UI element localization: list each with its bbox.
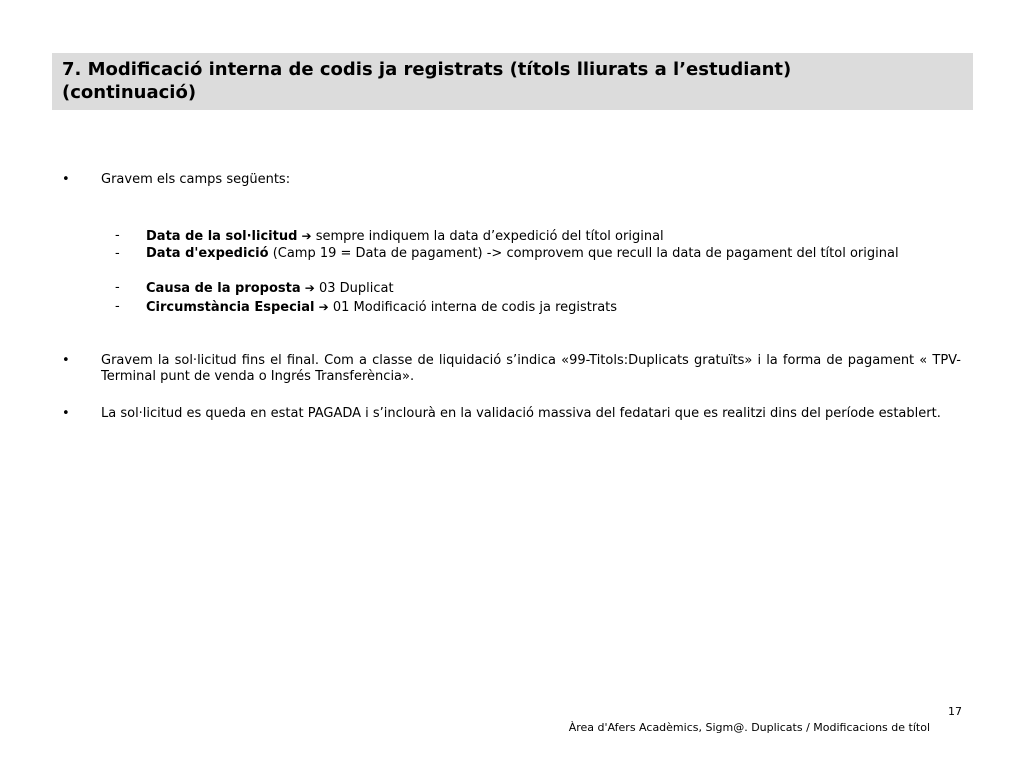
bullet-icon: • bbox=[62, 406, 70, 421]
dash-marker: - bbox=[115, 299, 120, 314]
dash-marker: - bbox=[115, 280, 120, 295]
paragraph-estat-pagada: La sol·licitud es queda en estat PAGADA i s’inclourà en la validació massiva del fedatari que es realitzi dins del període establert. bbox=[101, 406, 941, 421]
field-value: 01 Modificació interna de codis ja registrats bbox=[332, 300, 618, 315]
footer-text: Àrea d'Afers Acadèmics, Sigm@. Duplicats / Modificacions de títol bbox=[568, 721, 930, 734]
intro-text: Gravem els camps següents: bbox=[101, 172, 291, 187]
bullet-icon: • bbox=[62, 172, 70, 187]
title-banner bbox=[52, 53, 973, 110]
field-value: (Camp 19 = Data de pagament) -> comprovem que recull la data de pagament del títol original bbox=[272, 246, 899, 261]
dash-marker: - bbox=[115, 228, 120, 243]
field-label: Data d'expedició bbox=[146, 246, 269, 261]
field-value: sempre indiquem la data d’expedició del títol original bbox=[315, 229, 664, 244]
field-item-causa-proposta bbox=[146, 280, 961, 297]
page-number: 17 bbox=[948, 705, 962, 718]
field-value: 03 Duplicat bbox=[318, 281, 394, 296]
dash-marker: - bbox=[115, 246, 120, 261]
field-label: Circumstància Especial bbox=[146, 300, 315, 315]
arrow-icon: ➔ bbox=[304, 281, 315, 295]
bullet-icon: • bbox=[62, 353, 70, 368]
arrow-icon: ➔ bbox=[301, 229, 312, 243]
field-item-data-sollicitud bbox=[146, 228, 961, 245]
field-item-circumstancia-especial bbox=[146, 299, 961, 316]
arrow-icon: ➔ bbox=[318, 300, 329, 314]
paragraph-liquidacio: Gravem la sol·licitud fins el final. Com a classe de liquidació s’indica «99-Titols:Duplicats gratuïts» i la forma de pagament « TPV-Terminal punt de venda o Ingrés Transferència». bbox=[101, 353, 961, 384]
field-label: Causa de la proposta bbox=[146, 281, 301, 296]
page-title-line-2: (continuació) bbox=[62, 82, 197, 103]
field-label: Data de la sol·licitud bbox=[146, 229, 298, 244]
field-item-data-expedicio bbox=[146, 246, 961, 262]
page-title-line-1: 7. Modificació interna de codis ja registrats (títols lliurats a l’estudiant) bbox=[62, 59, 792, 80]
